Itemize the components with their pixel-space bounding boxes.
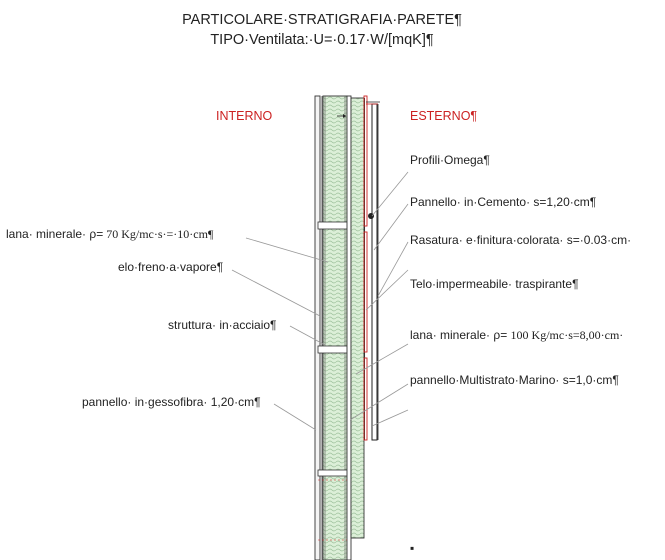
frame-member [318,470,350,476]
label-interno: INTERNO [216,109,273,123]
label-render-finish: Rasatura· e·finitura·colorata· s=·0.03·cm· [410,233,632,247]
label-breathable-membrane: Telo·impermeabile· traspirante¶ [410,277,579,291]
frame-member [318,346,350,353]
fastener-dot [368,213,374,219]
label-outer-mineral-wool: lana· minerale· ρ= 100 Kg/mc·s=8,00·cm· [410,328,624,342]
outer-insulation [351,98,364,538]
label-steel-structure: struttura· in·acciaio¶ [168,318,277,332]
cement-panel [372,104,377,440]
label-esterno: ESTERNO¶ [410,109,478,123]
label-vapor-barrier: elo·freno·a·vapore¶ [118,260,224,274]
multistrato-board [347,96,351,560]
diagram-title-line2: TIPO·Ventilata:·U=·0.17·W/[mqK]¶ [210,32,434,48]
label-inner-mineral-wool: lana· minerale· ρ= 70 Kg/mc·s·=·10·cm¶ [6,227,214,241]
inner-insulation [323,96,347,560]
gypsum-board [315,96,320,560]
diagram-title-line1: PARTICOLARE·STRATIGRAFIA·PARETE¶ [182,12,462,28]
label-multistrato-panel: pannello·Multistrato·Marino· s=1,0·cm¶ [410,373,619,387]
label-cement-panel: Pannello· in·Cemento· s=1,20·cm¶ [410,195,597,209]
frame-member [318,222,350,229]
wall-section [315,96,380,560]
bottom-mark: ▪ [410,541,415,555]
label-gypsum-panel: pannello· in·gessofibra· 1,20·cm¶ [82,395,261,409]
label-omega-profiles: Profili·Omega¶ [410,153,490,167]
